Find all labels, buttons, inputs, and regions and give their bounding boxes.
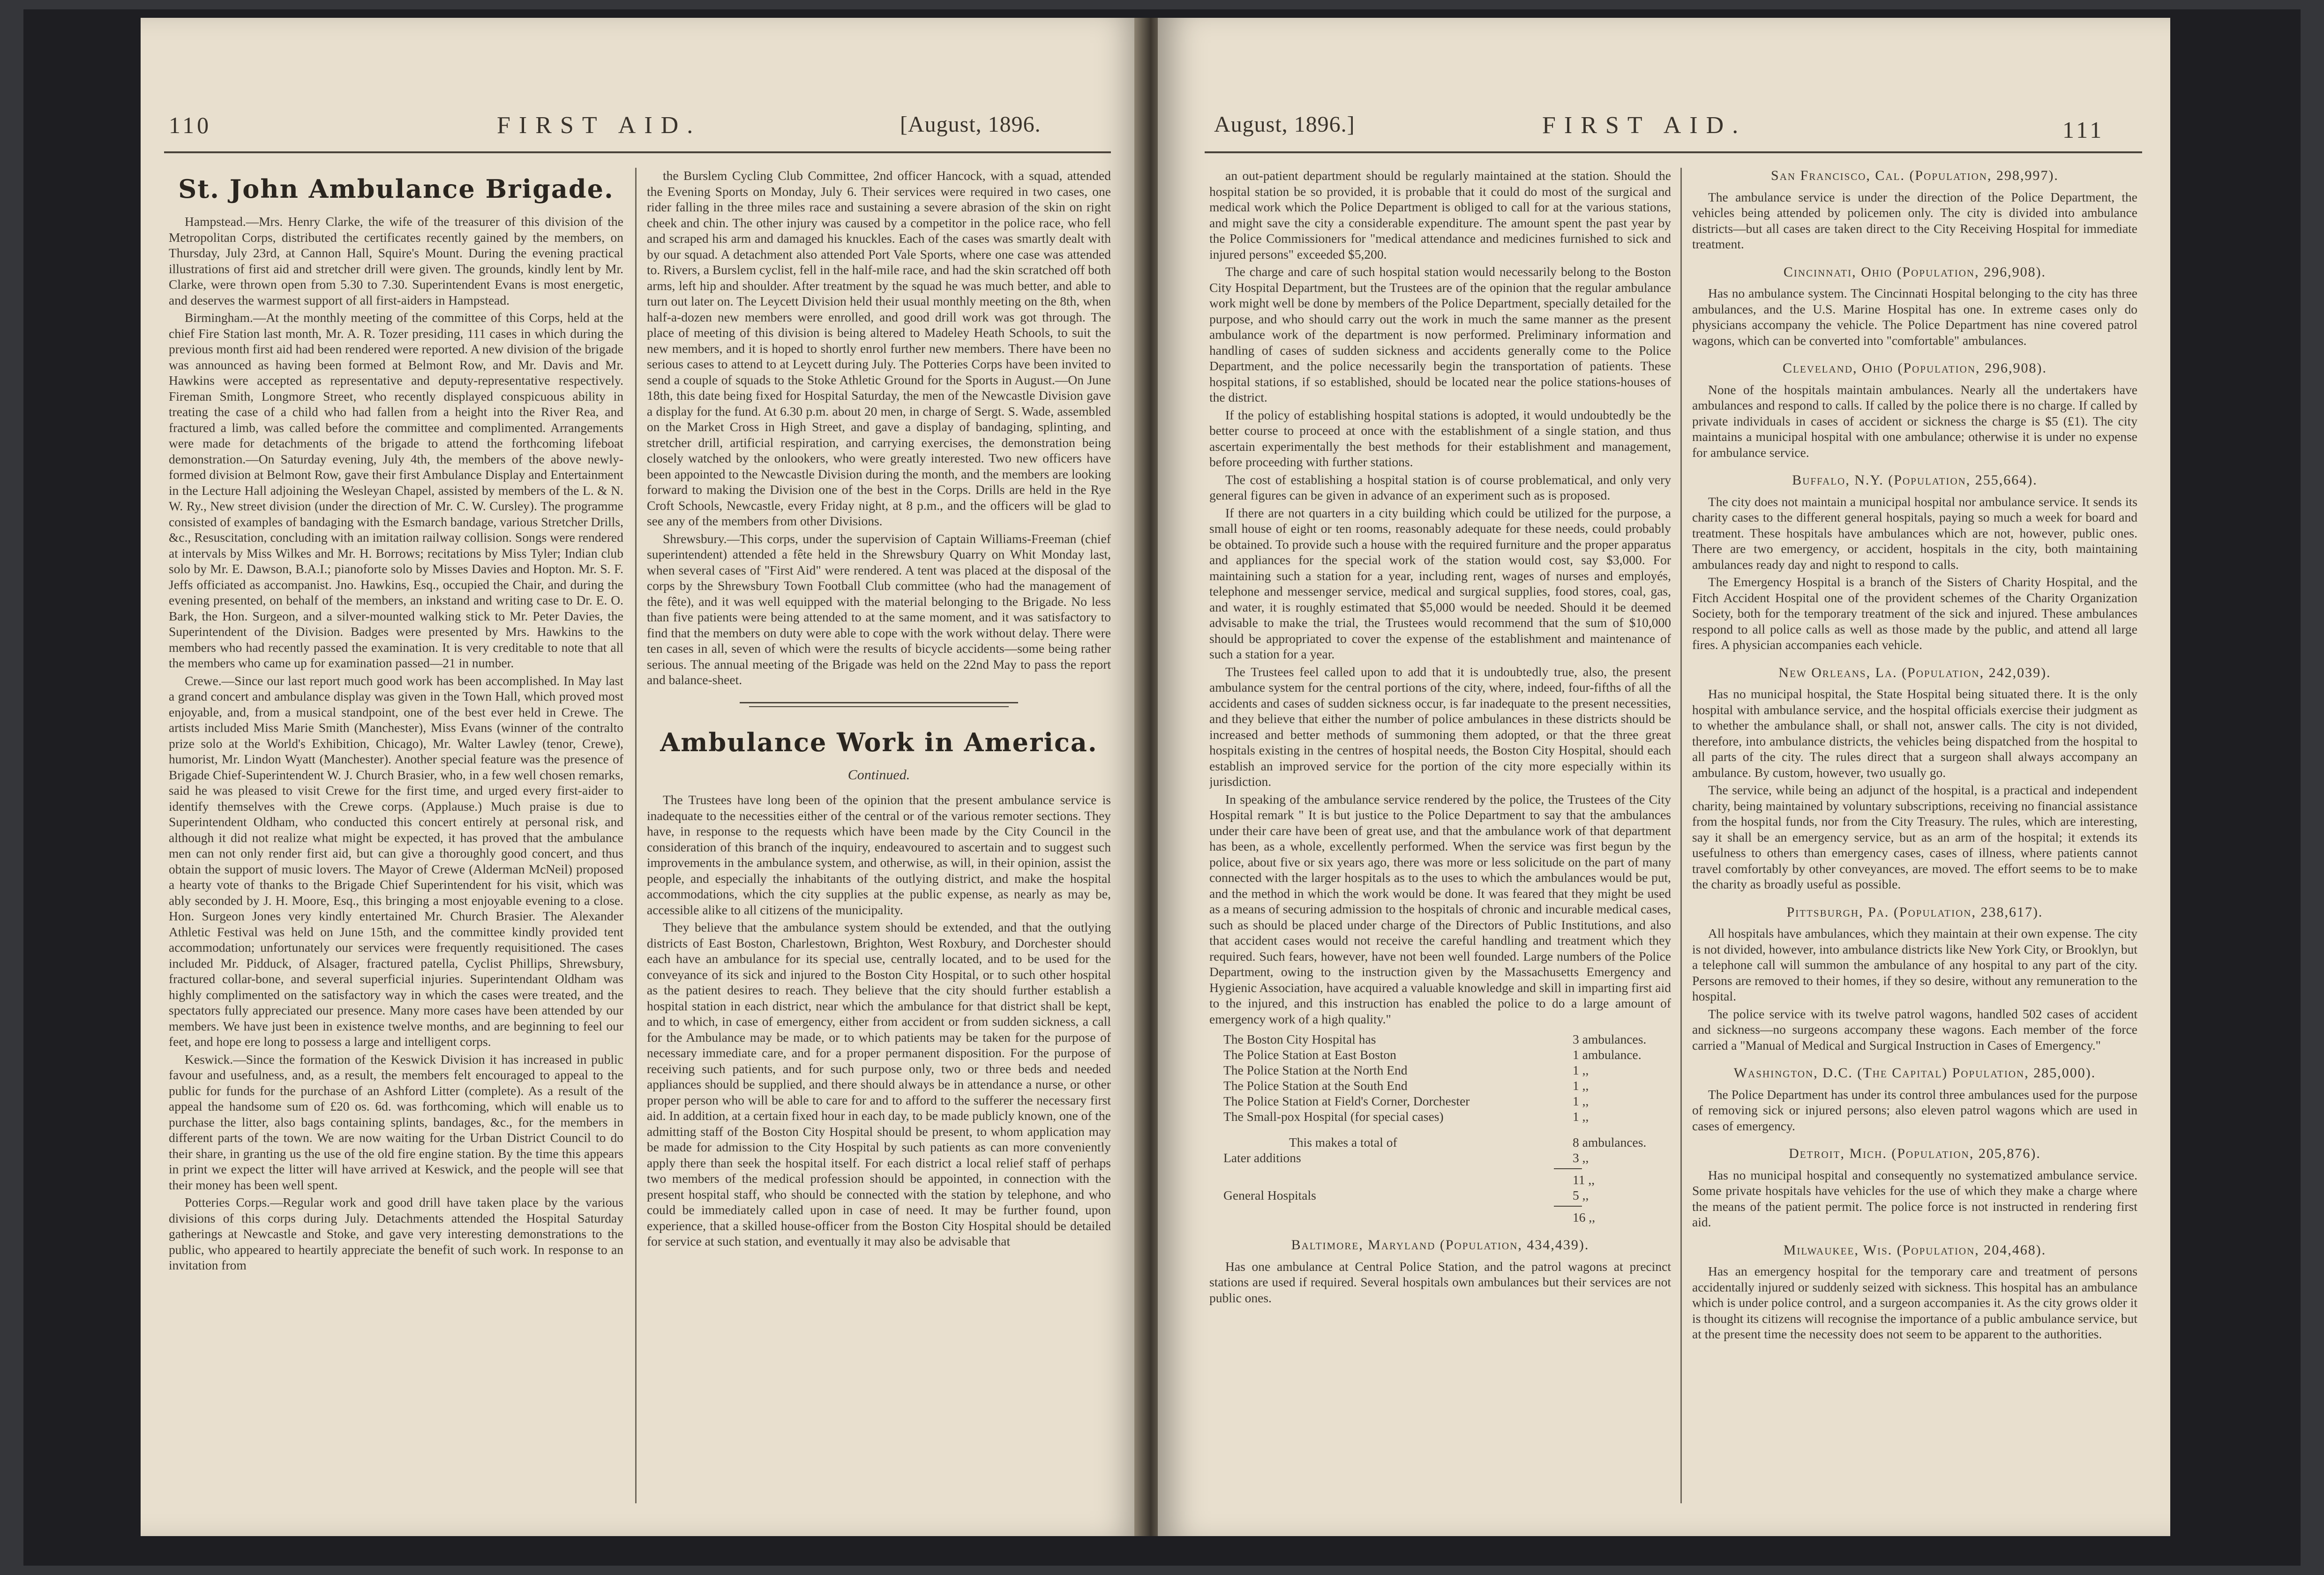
- paragraph: The charge and care of such hospital station would necessarily belong to the Boston City Hospital Department, but the Trustees are of the opinion that the regular ambulance work might well be done by members of the Police Department, specially detailed for the purpose, and who should carry out the work in much the same manner as the present ambulance work of the department is now performed. Preliminary information and handling of cases of sudden sickness and accidents generally come to the Police Department, and the police necessarily begin the transportation of patients. These hospital stations, if so established, should be located near the police stations-houses of the district.: [1209, 264, 1671, 404]
- city-heading: Cincinnati, Ohio (Population, 296,908).: [1783, 264, 2047, 280]
- later-value: 3 ,,: [1573, 1150, 1589, 1165]
- paragraph: Crewe.—Since our last report much good work has been accomplished. In May last a grand concert and ambulance display was given in the Town Hall, which proved most enjoyable, and, from a musical standpoint, one of the best ever held in Crewe. The artists included Miss Marie Smith (Manchester), Miss Evans (winner of the contralto prize solo at the World's Exhibition, Chicago), Mr. Walter Lawley (tenor, Crewe), humorist, Mr. Lindon Wyatt (Manchester). Another special feature was the presence of Brigade Chief-Superintendent W. J. Church Brasier, who, in a few well chosen remarks, said he was pleased to visit Crewe for the first time, and urged every first-aider to identify themselves with the Crewe corps. (Applause.) Much praise is due to Superintendent Oldham, who conducted this concert entirely at personal risk, and although it did not realize what might be expected, it has proved that the ambulance men can not only render first aid, but can give a thoroughly good concert, and thus obtain the support of music lovers. The Mayor of Crewe (Alderman McNeil) proposed a hearty vote of thanks to the Brigade Chief Superintendent for his visit, which was ably seconded by J. H. Moore, Esq., this bringing a most enjoyable evening to a close. Hon. Surgeon Jones very kindly entertained Mr. Church Brasier. The Alexander Athletic Festival was held on June 15th, and the committee kindly provided tent accommodation; unfortunately our services were frequently requisitioned. The cases included Mr. Pidduck, of Alsager, fractured patella, Cyclist Phillips, Shrewsbury, fractured collar-bone, and several superficial injuries. Superintendant Oldham was highly complimented on the satisfactory way in which the cases were treated, and the spectators fully appreciated our presence. Many more cases have been attended by our members. We have just been in existence twelve months, and are beginning to feel our feet, and hope ere long to possess a large and intelligent corps.: [169, 673, 623, 1049]
- paragraph: The city does not maintain a municipal hospital nor ambulance service. It sends its charity cases to the different general hospitals, paying so much a week for board and treatment. These hospitals have ambulances which are not, however, public ones. There are two emergency, or accident, hospitals in the city, both maintaining ambulances ready day and night to respond to calls.: [1692, 494, 2137, 572]
- paragraph: The ambulance service is under the direction of the Police Department, the vehicles being attended by policemen only. The city is divided into ambulance districts—but all cases are taken direct to the City Receiving Hospital for immediate treatment.: [1692, 189, 2137, 251]
- city-heading: San Francisco, Cal. (Population, 298,997).: [1771, 168, 2059, 183]
- right-page: [1158, 18, 2170, 1536]
- city-heading: Buffalo, N.Y. (Population, 255,664).: [1792, 472, 2038, 488]
- column-right-1: [1209, 168, 1671, 1508]
- paragraph: Keswick.—Since the formation of the Keswick Division it has increased in public favour and usefulness, and, as a result, the members felt encouraged to appeal to the public for funds for the purchase of an Ashford Litter (complete). As a result of the appeal the handsome sum of £20 os. 6d. was forthcoming, which will enable us to purchase the litter, also bags containing splints, bandages, &c., for the members in different parts of the town. We are now waiting for the Urban District Council to do their share, in granting us the use of the old fire engine station. By the time this appears in print we expect the litter will have arrived at Keswick, and the people will see that their money has been well spent.: [169, 1052, 623, 1192]
- column-rule: [1680, 168, 1682, 1503]
- column-left-2: [647, 168, 1111, 1508]
- table-row: [1223, 1172, 1671, 1187]
- paragraph: Has no municipal hospital, the State Hospital being situated there. It is the only hospital with ambulance service, and the hospital officials exercise their judgment as to whether the ambulance shall, or shall not, answer calls. The city is not divided, therefore, into ambulance districts, the vehicles being dispatched from the hospital to all parts of the city. The rules direct that a surgeon shall always accompany an ambulance. By custom, however, two usually go.: [1692, 687, 2137, 780]
- paragraph: Hampstead.—Mrs. Henry Clarke, the wife of the treasurer of this division of the Metropolitan Corps, distributed the certificates recently gained by the members, on Thursday, July 23rd, at Cannon Hall, Squire's Mount. During the evening practical illustrations of first aid and stretcher drill were given. The grounds, kindly lent by Mr. Clarke, were thrown open from 5.30 to 7.30. Superintendent Evans is most energetic, and deserves the warmest support of all first-aiders in Hampstead.: [169, 214, 623, 307]
- row-label: The Police Station at East Boston: [1223, 1047, 1396, 1062]
- city-heading: Pittsburgh, Pa. (Population, 238,617).: [1786, 904, 2043, 920]
- paragraph: The Trustees have long been of the opinion that the present ambulance service is inadequate to the necessities either of the central or of the various remoter sections. They have, in response to the requests which have been made by the City Council in the consideration of this branch of the inquiry, endeavoured to ascertain and to suggest such improvements in the ambulance system, and otherwise, as will, in their opinion, assist the people, and especially the inhabitants of the outlying district, and make the hospital accommodations, which the city supplies at the public expense, as nearly as may be, accessible alike to all citizens of the municipality.: [647, 792, 1111, 917]
- table-row: [1223, 1109, 1671, 1124]
- table-row: [1223, 1187, 1671, 1203]
- divider: [749, 706, 1009, 707]
- city-heading: New Orleans, La. (Population, 242,039).: [1778, 664, 2051, 680]
- paragraph: Potteries Corps.—Regular work and good drill have taken place by the various divisions of this corps during July. Detachments attended the Hospital Saturday gatherings at Newcastle and Stoke, and gave very interesting demonstrations to the public, who appeared to heartily appreciate the benefit of such work. In response to an invitation from: [169, 1195, 623, 1272]
- continued-note: Continued.: [847, 767, 910, 783]
- journal-title: FIRST AID.: [1542, 112, 1747, 139]
- section-heading: Ambulance Work in America.: [660, 727, 1098, 757]
- general-value: 5 ,,: [1573, 1188, 1589, 1202]
- subtotal-value: 11 ,,: [1573, 1172, 1595, 1187]
- city-heading: Baltimore, Maryland (Population, 434,439).: [1291, 1237, 1589, 1253]
- column-rule: [635, 168, 637, 1503]
- row-value: 1 ,,: [1573, 1094, 1589, 1108]
- running-head-left: [141, 112, 1144, 154]
- city-heading: Milwaukee, Wis. (Population, 204,468).: [1783, 1242, 2047, 1258]
- table-row: [1223, 1031, 1671, 1047]
- general-label: General Hospitals: [1223, 1188, 1316, 1202]
- paragraph: Birmingham.—At the monthly meeting of the committee of this Corps, held at the chief Fire Station last month, Mr. A. R. Tozer presiding, 111 cases in which during the previous month first aid had been rendered were reported. A new division of the brigade was announced as having been formed at Belmont Row, and Mr. Davis and Mr. Hawkins were accepted as representative and deputy-representative respectively. Fireman Smith, Longmore Street, who recently displayed conspicuous ability in treating the case of a child who had fallen from a height into the River Rea, and fractured a limb, was called before the committee and complimented. Arrangements were made for detachments of the brigade to attend the forthcoming lifeboat demonstration.—On Saturday evening, July 4th, the members of the above newly-formed division at Belmont Row, gave their first Ambulance Display and Entertainment in the Lecture Hall adjoining the Wesleyan Chapel, assisted by members of the L. & N. W. Ry., New street division (under the direction of Mr. C. W. Cursley). The programme consisted of examples of bandaging with the Esmarch bandage, various Stretcher Drills, &c., Resuscitation, concluding with an imitation railway collision. Songs were rendered at intervals by Miss Wilkes and Mr. H. Borrows; recitations by Miss Tyler; Indian club solo by Mr. E. Dawson, B.A.I.; pianoforte solo by Misses Davies and Hopton. Mr. S. F. Jeffs officiated as accompanist. Jno. Hawkins, Esq., occupied the Chair, and during the evening presented, on behalf of the members, an inkstand and writing case to Dr. E. O. Bark, the Hon. Surgeon, and a silver-mounted walking stick to Mr. Peter Davies, the Superintendent of the Division. Badges were presented by Mrs. Hawkins to the members who had recently passed the examination. It is very creditable to note that all the members who came up for examination passed—21 in number.: [169, 310, 623, 670]
- later-label: Later additions: [1223, 1150, 1301, 1165]
- header-rule: [1205, 151, 2142, 153]
- row-label: The Police Station at the South End: [1223, 1078, 1408, 1093]
- paragraph: Has no municipal hospital and consequently no systematized ambulance service. Some private hospitals have vehicles for the use of which they make a charge where the means of the patient permit. The police force is not instructed in rendering first aid.: [1692, 1167, 2137, 1229]
- sum-rule: [1554, 1168, 1582, 1169]
- page-number: 111: [2062, 117, 2105, 143]
- table-row: [1223, 1047, 1671, 1062]
- header-rule: [164, 151, 1111, 153]
- paragraph: the Burslem Cycling Club Committee, 2nd officer Hancock, with a squad, attended the Evening Sports on Monday, July 6. Their services were required in two cases, one rider falling in the three miles race and sustaining a severe abrasion of the skin on right cheek and chin. The other injury was caused by a competitor in the police race, who fell and scraped his arm and damaged his knuckles. Each of the cases was smartly dealt with by our squad. A detachment also attended Port Vale Sports, where one case was attended to. Rivers, a Burslem cyclist, fell in the half-mile race, and had the skin scratched off both arms, left hip and shoulder. After treatment by the squad he was much better, and able to turn out later on. The Leycett Division held their usual monthly meeting on the 8th, when half-a-dozen new members were enrolled, and good drill work was got through. The place of meeting of this division is being altered to Madeley Heath Schools, to suit the new members, and it is hoped to shortly enrol further new members. There have been no serious cases to attend to at Leycett during July. The Potteries Corps have been invited to send a couple of squads to the Stoke Athletic Ground for the Sports in August.—On June 18th, this date being fixed for Hospital Saturday, the men of the Newcastle Division gave a display for the fund. At 6.30 p.m. about 20 men, in charge of Sergt. S. Wade, assembled on the Market Cross in High Street, and gave a display of bandaging, splinting, and stretcher drill, artificial respiration, and carrying exercises, the demonstration being closely watched by the onlookers, who were greatly interested. Two new officers have been appointed to the Newcastle Division during the month, and the members are looking forward to making the Division one of the best in the Corps. Drills are held in the Rye Croft Schools, Newcastle, every Friday night, at 8 p.m., and the officers will be glad to see any of the members from other Divisions.: [647, 168, 1111, 528]
- paragraph: Has an emergency hospital for the temporary care and treatment of persons accidentally injured or suddenly seized with sickness. This hospital has an ambulance which is under police control, and a surgeon accompanies it. As the city grows older it is thought its citizens will recognise the importance of a public ambulance service, but at the present time the necessity does not seem to be apparent to the authorities.: [1692, 1264, 2137, 1341]
- divider: [740, 702, 1018, 703]
- row-label: The Police Station at the North End: [1223, 1063, 1408, 1077]
- row-value: 1 ,,: [1573, 1109, 1589, 1124]
- table-row: [1223, 1062, 1671, 1078]
- journal-title: FIRST AID.: [497, 112, 702, 139]
- paragraph: Has no ambulance system. The Cincinnati Hospital belonging to the city has three ambulances, and the U.S. Marine Hospital has one. In extreme cases only do physicians accompany the vehicle. The Police Department has nine covered patrol wagons, which can be converted into "comfortable" ambulances.: [1692, 286, 2137, 348]
- paragraph: The cost of establishing a hospital station is of course problematical, and only very general figures can be given in advance of an experiment such as is proposed.: [1209, 472, 1671, 502]
- issue-date: [August, 1896.: [900, 112, 1041, 137]
- total-label: This makes a total of: [1289, 1135, 1397, 1150]
- paragraph: In speaking of the ambulance service rendered by the police, the Trustees of the City Hospital remark " It is but justice to the Police Department to say that the ambulances under their care have been of great use, and that the ambulance work of that department has been, as a whole, excellently performed. When the service was first begun by the police, about five or six years ago, there was more or less solicitude on the part of many connected with the larger hospitals as to the uses to which the ambulances would be put, and the method in which the work would be done. It was feared that they might be used as a means of securing admission to the hospitals of chronic and incurable medical cases, such as should be placed under charge of the Directors of Public Institutions, and also that accident cases would not receive the careful handling and treatment which they required. Such fears, however, have not been well founded. Large numbers of the Police Department, owing to the instruction given by the Massachusetts Emergency and Hygienic Association, have acquired a valuable knowledge and skill in imparting first aid to the injured, and this instruction has enabled the police to do a large amount of emergency work of a high quality.": [1209, 791, 1671, 1026]
- grand-total-value: 16 ,,: [1573, 1210, 1596, 1224]
- paragraph: The Police Department has under its control three ambulances used for the purpose of removing sick or injured persons; also eleven patrol wagons which are used in cases of emergency.: [1692, 1087, 2137, 1133]
- row-value: 1 ,,: [1573, 1078, 1589, 1093]
- page-number: 110: [169, 112, 212, 138]
- table-row: [1223, 1135, 1671, 1150]
- paragraph: Shrewsbury.—This corps, under the supervision of Captain Williams-Freeman (chief superintendent) attended a fête held in the Shrewsbury Quarry on Whit Monday last, when several cases of "First Aid" were rendered. A tent was placed at the disposal of the corps by the Shrewsbury Town Football Club committee (who had the management of the fête), and it was well equipped with the material belonging to the Brigade. No less than five patients were being attended to at the same moment, and it was satisfactory to find that the members on duty were able to cope with the work without delay. There were ten cases in all, seven of which were the results of bicycle accidents—some being rather serious. The annual meeting of the Brigade was held on the 22nd May to pass the report and balance-sheet.: [647, 531, 1111, 687]
- paragraph: None of the hospitals maintain ambulances. Nearly all the undertakers have ambulances and respond to calls. If called by the police there is no charge. If called by private individuals in cases of accident or sickness the charge is $5 (£1). The city maintains a municipal hospital with one ambulance; otherwise it is under no expense for ambulance service.: [1692, 382, 2137, 460]
- city-heading: Washington, D.C. (The Capital) Population, 285,000).: [1733, 1065, 2096, 1081]
- running-head-right: [1158, 112, 2170, 154]
- row-label: The Police Station at Field's Corner, Dorchester: [1223, 1094, 1470, 1108]
- left-page: [141, 18, 1144, 1536]
- row-value: 1 ambulance.: [1573, 1047, 1642, 1062]
- row-label: The Small-pox Hospital (for special cases): [1223, 1109, 1444, 1124]
- paragraph: The service, while being an adjunct of the hospital, is a practical and independent charity, being maintained by voluntary subscriptions, receiving no financial assistance from the hospital funds, nor from the City Treasury. The rules, which are interesting, say it shall be an emergency service, but as an arm of the hospital; it extends its usefulness to others than emergency cases, cases of illness, where patients cannot travel comfortably by other conveyances, are moved. The effort seems to be to make the charity as broadly useful as possible.: [1692, 783, 2137, 891]
- table-row: [1223, 1209, 1671, 1225]
- section-heading: St. John Ambulance Brigade.: [178, 174, 614, 204]
- paragraph: an out-patient department should be regularly maintained at the station. Should the hospital station be so provided, it is probable that it could do most of the surgical and medical work which the Police Department is obliged to call for at the various stations, and might save the city a considerable expenditure. The amount spent the past year by the Police Commissioners for "medical attendance and medicines furnished to sick and injured persons" exceeded $5,200.: [1209, 168, 1671, 261]
- table-row: [1223, 1093, 1671, 1109]
- paragraph: The Trustees feel called upon to add that it is undoubtedly true, also, the present ambulance system for the central portions of the city, where, indeed, four-fifths of all the accidents and cases of sudden sickness occur, is far inadequate to the present necessities, and they believe that either the number of police ambulances in these districts should be increased and better methods of summoning them adopted, or that the three great hospitals existing in the centres of hospital needs, the Boston City Hospital, should each establish an improved service for the portion of the city more especially within its jurisdiction.: [1209, 664, 1671, 789]
- paragraph: All hospitals have ambulances, which they maintain at their own expense. The city is not divided, however, into ambulance districts like New York City, or Brooklyn, but a telephone call will summon the ambulance of any hospital to any part of the city. Persons are removed to their homes, if they so desire, without any remuneration to the hospital.: [1692, 926, 2137, 1003]
- table-row: [1223, 1078, 1671, 1093]
- city-heading: Detroit, Mich. (Population, 205,876).: [1789, 1146, 2041, 1161]
- paragraph: If there are not quarters in a city building which could be utilized for the purpose, a small house of eight or ten rooms, reasonably adequate for these needs, could probably be obtained. To provide such a house with the required furniture and the proper apparatus and appliances for the special work of the station would cost, say $3,000. For maintaining such a station for a year, including rent, wages of nurses and employés, telephone and messenger service, medical and surgical supplies, food stores, coal, gas, and water, it is roughly estimated that $5,000 would be needed. Should it be deemed advisable to make the trial, the Trustees would recommend that the sum of $10,000 should be appropriated to cover the expense of the establishment and maintenance of such a station for a year.: [1209, 505, 1671, 661]
- total-value: 8 ambulances.: [1573, 1135, 1647, 1150]
- column-right-2: [1692, 168, 2137, 1508]
- column-left-1: [169, 168, 623, 1508]
- paragraph: The Emergency Hospital is a branch of the Sisters of Charity Hospital, and the Fitch Accident Hospital one of the provident schemes of the Charity Organization Society, both for the temporary treatment of the sick and injured. These ambulances respond to all police calls as well as those made by the public, and attend all large fires. A physician accompanies each vehicle.: [1692, 575, 2137, 652]
- paragraph: They believe that the ambulance system should be extended, and that the outlying districts of East Boston, Charlestown, Brighton, West Roxbury, and Dorchester should each have an ambulance for its special use, centrally located, and to be used for the conveyance of its sick and injured to the Boston City Hospital, or to such other hospital as the patient desires to reach. They believe that the city should further establish a hospital station in each district, near which the ambulance for that district shall be kept, and to which, in case of emergency, either from accident or from sudden sickness, a call for the Ambulance may be made, or to which patients may be taken for the purpose of necessary immediate care, and for a proper permanent disposition. For the purpose of receiving such patients, and for such purpose only, two or three beds and needed appliances should be supplied, and there should always be in attendance a nurse, or other proper person who will be able to care for and to afford to the sufferer the necessary first aid. In addition, at a certain fixed hour in each day, to be made publicly known, one of the admitting staff of the Boston City Hospital should be present, to whom application may be made for admission to the City Hospital by such patients as can more conveniently apply there than seek the hospital itself. For each district a local relief staff of perhaps two members of the medical profession should be appointed, in connection with the present hospital staff, who should be connected with the station by telephone, and who could be immediately called upon in case of need. It may be further found, upon experience, that a skilled house-officer from the Boston City Hospital should be detailed for service at such station, and eventually it may also be advisable that: [647, 920, 1111, 1248]
- row-value: 1 ,,: [1573, 1063, 1589, 1077]
- city-heading: Cleveland, Ohio (Population, 296,908).: [1783, 360, 2047, 376]
- paragraph: Has one ambulance at Central Police Station, and the patrol wagons at precinct stations are used if required. Several hospitals own ambulances but their services are not public ones.: [1209, 1259, 1671, 1305]
- row-label: The Boston City Hospital has: [1223, 1032, 1376, 1046]
- table-row: [1223, 1150, 1671, 1165]
- sum-rule: [1554, 1206, 1582, 1207]
- ambulance-table: [1223, 1031, 1671, 1225]
- issue-date: August, 1896.]: [1214, 112, 1355, 137]
- paragraph: The police service with its twelve patrol wagons, handled 502 cases of accident and sickness—no surgeons accompany these wagons. Each member of the force carried a "Manual of Medical and Surgical Instruction in Cases of Emergency.": [1692, 1006, 2137, 1052]
- row-value: 3 ambulances.: [1573, 1032, 1647, 1046]
- paragraph: If the policy of establishing hospital stations is adopted, it would undoubtedly be the better course to proceed at once with the establishment of a single station, and thus ascertain experimentally the best methods for their establishment and management, before proceeding with further stations.: [1209, 407, 1671, 469]
